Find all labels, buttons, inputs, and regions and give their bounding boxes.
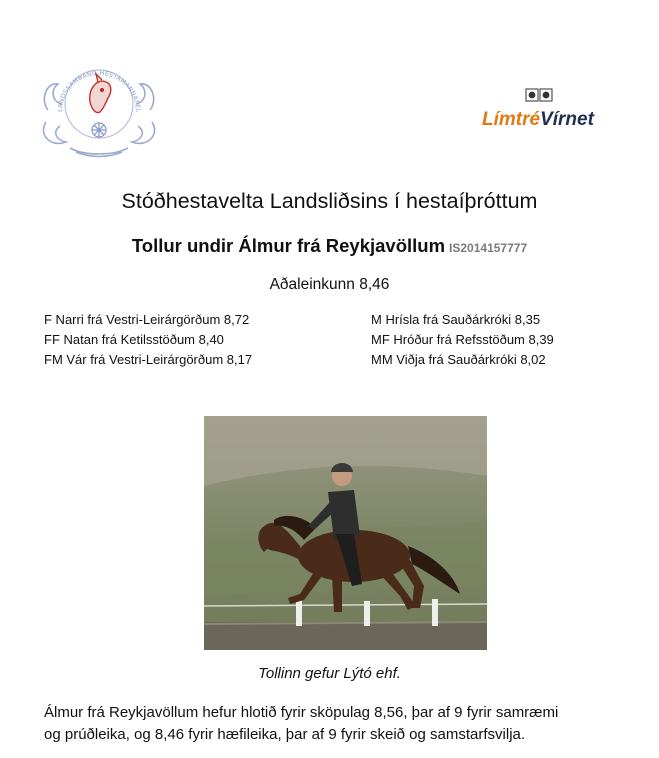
pedigree-sire-sire: FF Natan frá Ketilsstöðum 8,40 — [44, 332, 224, 347]
registration-number: IS2014157777 — [449, 241, 528, 255]
pedigree-sire: F Narri frá Vestri-Leirárgörðum 8,72 — [44, 312, 250, 327]
photo-caption: Tollinn gefur Lýtó ehf. — [258, 665, 401, 682]
total-score: Aðaleinkunn 8,46 — [269, 276, 390, 293]
pedigree-dam-dam: MM Viðja frá Sauðárkróki 8,02 — [371, 352, 546, 367]
rider-on-horse-photo — [204, 416, 487, 650]
limtre-virnet-logo — [478, 85, 608, 133]
svg-text:LímtréVírnet — [482, 109, 595, 130]
horse-name: Tollur undir Álmur frá Reykjavöllum — [131, 235, 446, 256]
page-title: Stóðhestavelta Landsliðsins í hestaíþróttum — [121, 189, 538, 213]
description-line: og prúðleika, og 8,46 fyrir hæfileika, þar af 9 fyrir skeið og samstarfsvilja. — [44, 726, 526, 743]
description-line: Álmur frá Reykjavöllum hefur hlotið fyrir sköpulag 8,56, þar af 9 fyrir samræmi — [44, 704, 559, 721]
horse-name-heading — [0, 235, 659, 257]
pedigree-dam: M Hrísla frá Sauðárkróki 8,35 — [371, 312, 541, 327]
pedigree-sire-dam: FM Vár frá Vestri-Leirárgörðum 8,17 — [44, 352, 253, 367]
virnet-wordmark: Vírnet — [540, 109, 594, 130]
landssamband-seal-logo-icon — [40, 52, 158, 158]
description-paragraph — [44, 702, 644, 746]
limtre-virnet-logo-icon — [526, 89, 552, 101]
limtre-wordmark: Límtré — [482, 109, 541, 130]
pedigree-dam-sire: MF Hróður frá Refsstöðum 8,39 — [371, 332, 554, 347]
svg-text:LANDSSAMBAND HESTAMANNAFÉLAGA: LANDSSAMBAND HESTAMANNAFÉL — [56, 69, 142, 113]
